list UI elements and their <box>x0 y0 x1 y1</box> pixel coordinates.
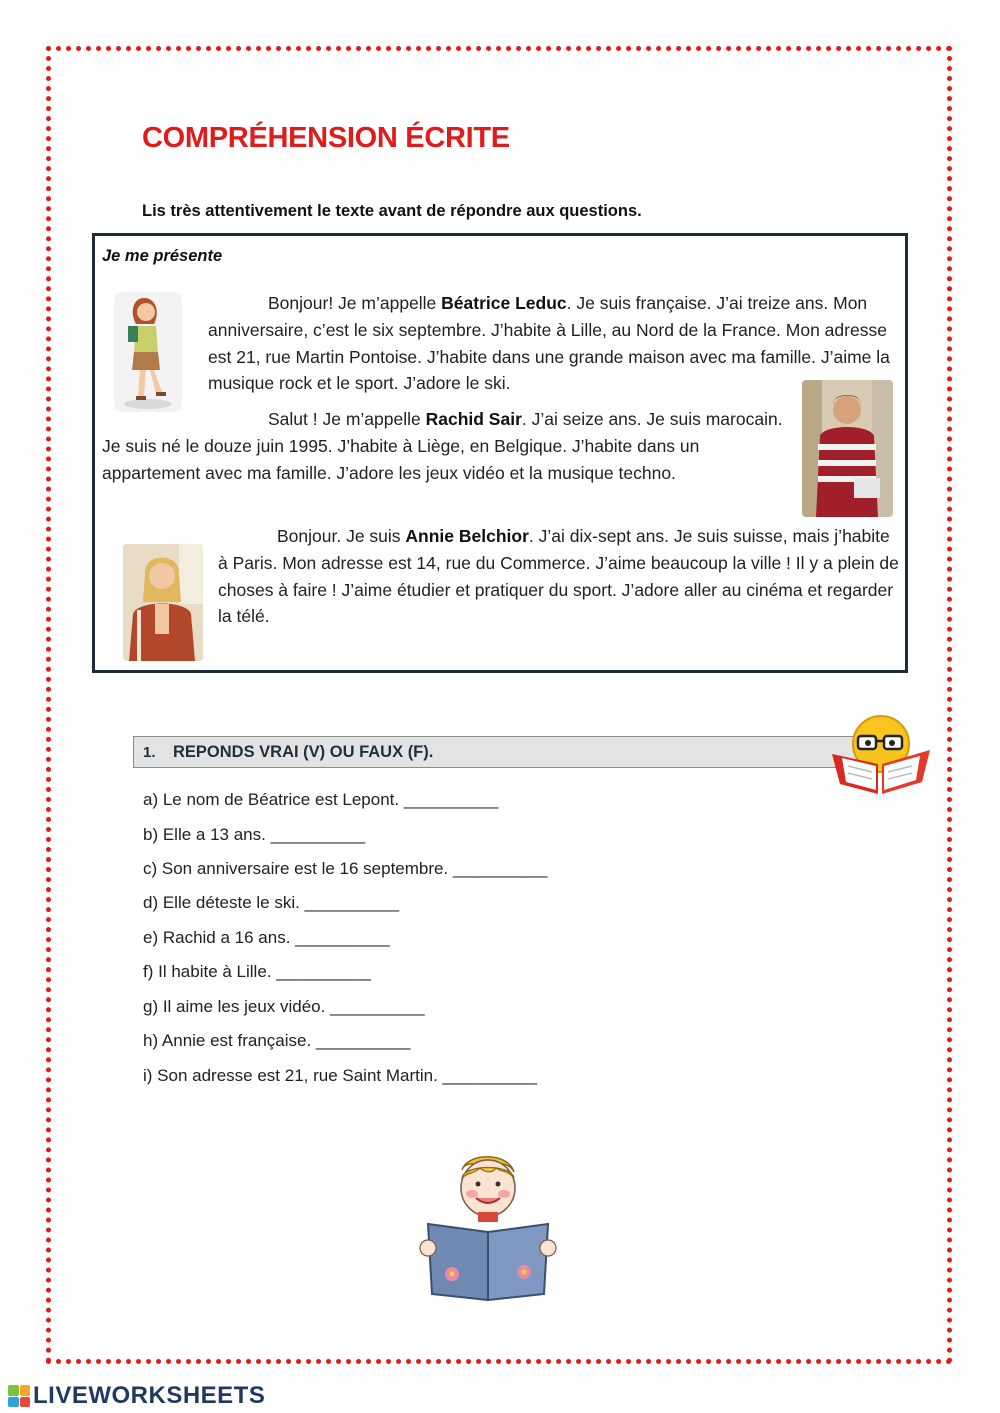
paragraph-beatrice <box>208 290 898 397</box>
question-c: c) Son anniversaire est le 16 septembre. __________ <box>143 859 548 878</box>
liveworksheets-logo <box>8 1381 265 1411</box>
child-reading-illustration <box>412 1150 564 1310</box>
smiley-reading-icon <box>828 710 932 798</box>
p1-text-start: Bonjour! Je m’appelle <box>268 293 442 313</box>
logo-squares-icon <box>8 1385 30 1407</box>
paragraph-rachid <box>102 406 792 486</box>
p3-text-end: . J’ai dix-sept ans. Je suis suisse, mais j’habite à Paris. Mon adresse est 14, rue du Commerce. J’aime beaucoup la ville ! Il y a plein de choses à faire ! J’aime étudier et pratiquer du sport. J’adore aller au cinéma et regarder la télé. <box>218 526 899 627</box>
p3-text-start: Bonjour. Je suis <box>277 526 406 546</box>
p1-name: Béatrice Leduc <box>441 293 567 313</box>
question-b: b) Elle a 13 ans. __________ <box>143 825 366 844</box>
question-i: i) Son adresse est 21, rue Saint Martin. __________ <box>143 1066 538 1085</box>
question-a: a) Le nom de Béatrice est Lepont. __________ <box>143 790 499 809</box>
p2-text-start: Salut ! Je m’appelle <box>268 409 426 429</box>
section-number: 1. <box>143 744 156 761</box>
question-f: f) Il habite à Lille. __________ <box>143 962 371 981</box>
rachid-photo <box>802 380 893 517</box>
annie-photo <box>123 544 203 661</box>
section-title: REPONDS VRAI (V) OU FAUX (F). <box>173 743 434 761</box>
paragraph-annie <box>218 523 902 630</box>
question-e: e) Rachid a 16 ans. __________ <box>143 928 390 947</box>
question-g: g) Il aime les jeux vidéo. __________ <box>143 997 425 1016</box>
p3-name: Annie Belchior <box>405 526 529 546</box>
page-title: COMPRÉHENSION ÉCRITE <box>142 122 510 154</box>
question-h: h) Annie est française. __________ <box>143 1031 411 1050</box>
p1-text-end: . Je suis française. J’ai treize ans. Mon anniversaire, c’est le six septembre. J’habite à Lille, au Nord de la France. Mon adresse est 21, rue Martin Pontoise. J’habite dans une grande maison avec ma famille. J’aime la musique rock et le sport. J’adore le ski. <box>208 293 890 394</box>
brand-name: LIVEWORKSHEETS <box>33 1382 266 1409</box>
instruction-text: Lis très attentivement le texte avant de répondre aux questions. <box>142 202 642 220</box>
text-heading: Je me présente <box>102 247 223 265</box>
beatrice-illustration <box>114 292 182 412</box>
p2-name: Rachid Sair <box>425 409 522 429</box>
question-d: d) Elle déteste le ski. __________ <box>143 893 400 912</box>
p2-text-end: . J’ai seize ans. Je suis marocain. Je suis né le douze juin 1995. J’habite à Liège, en Belgique. J’habite dans un appartement avec ma famille. J’adore les jeux vidéo et la musique techno. <box>102 409 783 483</box>
